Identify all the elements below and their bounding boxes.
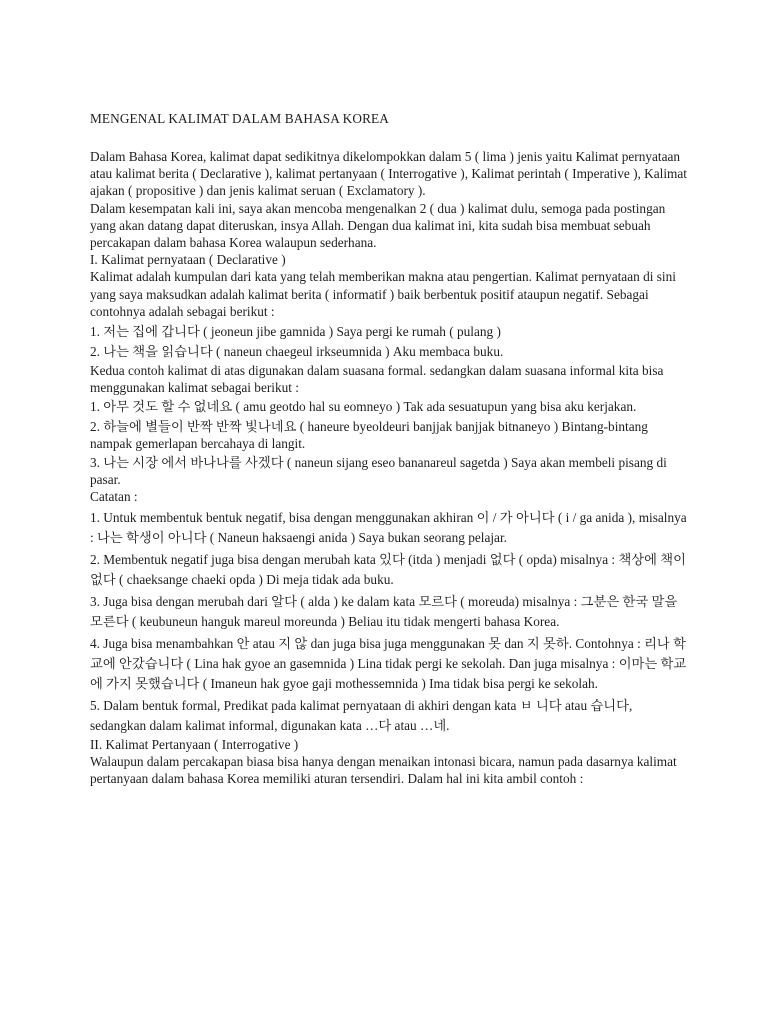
example-2: 2. 나는 책을 읽습니다 ( naneun chaegeul irkseumnida ) Aku membaca buku.: [90, 344, 504, 360]
section-2-heading: II. Kalimat Pertanyaan ( Interrogative ): [90, 736, 299, 752]
note-3: 3. Juga bisa dengan merubah dari 알다 ( alda ) ke dalam kata 모르다 ( moreuda) misalnya : 그분은 한국 말을 모른다 ( keubuneun hanguk mareul moreunda ) Beliau itu tidak mengerti bahasa Korea.: [90, 593, 678, 629]
note-1: 1. Untuk membentuk bentuk negatif, bisa dengan menggunakan akhiran 이 / 가 아니다 ( i / ga anida ), misalnya : 나는 학생이 아니다 ( Naneun haksaengi anida ) Saya bukan seorang pelajar.: [90, 509, 687, 545]
note-5: 5. Dalam bentuk formal, Predikat pada kalimat pernyataan di akhiri dengan kata ㅂ 니다 atau 습니다, sedangkan dalam kalimat informal, digunakan kata …다 atau …네.: [90, 697, 633, 733]
notes-heading: Catatan :: [90, 489, 138, 505]
intro-paragraph: Dalam Bahasa Korea, kalimat dapat sedikitnya dikelompokkan dalam 5 ( lima ) jenis yaitu Kalimat pernyataan atau kalimat berita ( Declarative ), kalimat pertanyaan ( Interrogative ), Kalimat perintah ( Imperative ), Kalimat ajakan ( propositive ) dan jenis kalimat seruan ( Exclamatory ).: [90, 149, 687, 199]
note-4: 4. Juga bisa menambahkan 안 atau 지 않 dan juga bisa juga menggunakan 못 dan 지 못하. Contohnya : 리나 학교에 안갔습니다 ( Lina hak gyoe an gasemnida ) Lina tidak pergi ke sekolah. Dan juga misalnya : 이마는 학교에 가지 못했습니다 ( Imaneun hak gyoe gaji mothessemnida ) Ima tidak bisa pergi ke sekolah.: [90, 635, 687, 691]
section-1-body: Kalimat adalah kumpulan dari kata yang telah memberikan makna atau pengertian. Kalimat pernyataan di sini yang saya maksudkan adalah kalimat berita ( informatif ) baik berbentuk positif ataupun negatif. Sebagai contohnya adalah sebagai berikut :: [90, 269, 676, 319]
section-2-body: Walaupun dalam percakapan biasa bisa hanya dengan menaikan intonasi bicara, namun pada dasarnya kalimat pertanyaan dalam bahasa Korea memiliki aturan tersendiri. Dalam hal ini kita ambil contoh :: [90, 753, 677, 787]
informal-example-2: 2. 하늘에 별들이 반짝 반짝 빛나네요 ( haneure byeoldeuri banjjak banjjak bitnaneyo ) Bintang-bintang nampak gemerlapan bercahaya di langit.: [90, 418, 648, 451]
intro-paragraph-2: Dalam kesempatan kali ini, saya akan mencoba mengenalkan 2 ( dua ) kalimat dulu, semoga pada postingan yang akan datang dapat diteruskan, insya Allah. Dengan dua kalimat ini, kita sudah bisa membuat sebuah percakapan dalam bahasa Korea walaupun sederhana.: [90, 200, 666, 251]
document-title: MENGENAL KALIMAT DALAM BAHASA KOREA: [90, 111, 389, 126]
informal-example-1: 1. 아무 것도 할 수 없네요 ( amu geotdo hal su eomneyo ) Tak ada sesuatupun yang bisa aku kerjakan.: [90, 399, 637, 415]
informal-example-3: 3. 나는 시장 에서 바나나를 사겠다 ( naneun sijang eseo bananareul sagetda ) Saya akan membeli pisang di pasar.: [90, 455, 667, 488]
example-1: 1. 저는 집에 갑니다 ( jeoneun jibe gamnida ) Saya pergi ke rumah ( pulang ): [90, 324, 501, 340]
example-note: Kedua contoh kalimat di atas digunakan dalam suasana formal. sedangkan dalam suasana informal kita bisa menggunakan kalimat sebagai berikut :: [90, 363, 664, 396]
section-1-heading: I. Kalimat pernyataan ( Declarative ): [90, 252, 286, 268]
document-page: [90, 110, 690, 787]
note-2: 2. Membentuk negatif juga bisa dengan merubah kata 있다 (itda ) menjadi 없다 ( opda) misalnya : 책상에 책이 없다 ( chaeksange chaeki opda ) Di meja tidak ada buku.: [90, 551, 686, 587]
